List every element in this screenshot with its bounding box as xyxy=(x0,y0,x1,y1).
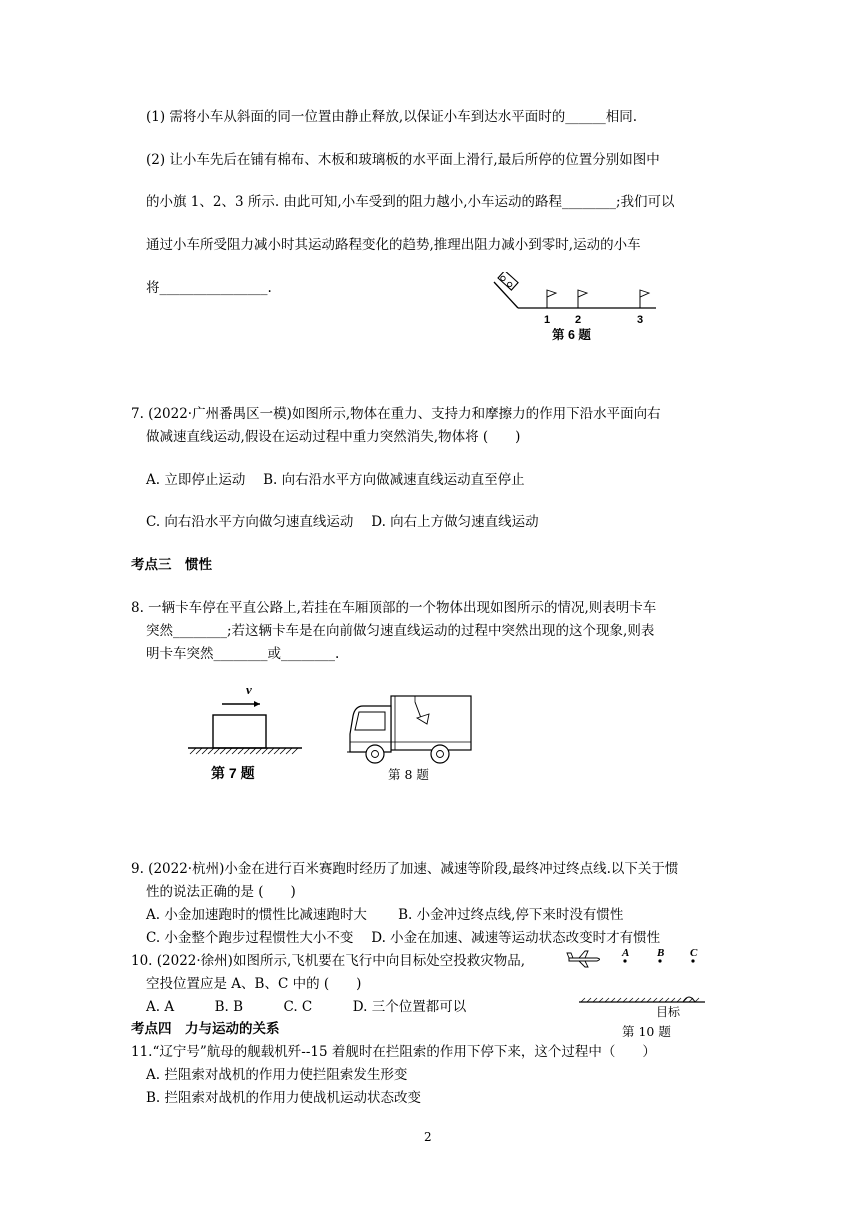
figure-10-airplane-drop xyxy=(565,944,715,1024)
q9-stem-line1: 9. (2022·杭州)小金在进行百米赛跑时经历了加速、减速等阶段,最终冲过终点线.以下关于惯 xyxy=(131,861,679,877)
arrow-right-icon xyxy=(254,701,260,707)
q7-options-ab: A. 立即停止运动 B. 向右沿水平方向做减速直线运动直至停止 xyxy=(146,472,525,488)
q8-stem-line2: 突然________;若这辆卡车是在向前做匀速直线运动的过程中突然出现的这个现象,则表 xyxy=(146,623,655,639)
figure-6-incline-flags xyxy=(488,272,668,332)
q8-stem-line3: 明卡车突然________或________. xyxy=(146,646,340,662)
figure-8-caption: 第 8 题 xyxy=(388,767,429,782)
flag-label-2: 2 xyxy=(575,314,582,326)
figure-10-caption: 第 10 题 xyxy=(622,1024,671,1039)
flag-icon xyxy=(547,290,556,308)
figure-6-caption: 第 6 题 xyxy=(552,328,591,342)
page-number: 2 xyxy=(424,1130,432,1144)
figure-8-truck xyxy=(345,692,475,768)
figure-7-caption: 第 7 题 xyxy=(211,765,255,781)
target-label: 目标 xyxy=(656,1005,681,1019)
q6-part2-line1: (2) 让小车先后在铺有棉布、木板和玻璃板的水平面上滑行,最后所停的位置分别如图中 xyxy=(146,152,660,168)
q6-part1: (1) 需将小车从斜面的同一位置由静止释放,以保证小车到达水平面时的______相同. xyxy=(146,109,637,125)
q9-options-cd: C. 小金整个跑步过程惯性大小不变 D. 小金在加速、减速等运动状态改变时才有惯性 xyxy=(146,930,661,946)
q7-options-cd: C. 向右沿水平方向做匀速直线运动 D. 向右上方做匀速直线运动 xyxy=(146,514,539,530)
q10-stem-line2: 空投位置应是 A、B、C 中的 ( ) xyxy=(146,976,362,992)
velocity-label: v xyxy=(246,682,252,697)
flag-icon xyxy=(640,290,649,308)
q6-part2-line4: 将________________. xyxy=(146,280,272,296)
q6-part2-line3: 通过小车所受阻力减小时其运动路程变化的趋势,推理出阻力减小到零时,运动的小车 xyxy=(146,237,641,253)
q10-options: A. A B. B C. C D. 三个位置都可以 xyxy=(146,999,467,1015)
figure-7-block-on-surface xyxy=(180,680,310,760)
q6-part2-line2: 的小旗 1、2、3 所示. 由此可知,小车受到的阻力越小,小车运动的路程________;我们可以 xyxy=(146,194,675,210)
flag-icon xyxy=(578,290,587,308)
q9-options-ab: A. 小金加速跑时的惯性比减速跑时大 B. 小金冲过终点线,停下来时没有惯性 xyxy=(146,907,624,923)
point-label-b: B xyxy=(657,947,665,959)
section-heading-3: 考点三 惯性 xyxy=(131,557,212,573)
target-icon xyxy=(683,997,695,1002)
q7-stem-line1: 7. (2022·广州番禺区一模)如图所示,物体在重力、支持力和摩擦力的作用下沿水平面向右 xyxy=(131,406,661,422)
q11-option-a: A. 拦阻索对战机的作用力使拦阻索发生形变 xyxy=(146,1067,408,1083)
q8-stem-line1: 8. 一辆卡车停在平直公路上,若挂在车厢顶部的一个物体出现如图所示的情况,则表明卡车 xyxy=(131,600,657,616)
q9-stem-line2: 性的说法正确的是 ( ) xyxy=(146,884,296,900)
q11-stem: 11.“辽宁号”航母的舰载机歼--15 着舰时在拦阻索的作用下停下来，这个过程中（ ） xyxy=(131,1044,656,1060)
section-heading-4: 考点四 力与运动的关系 xyxy=(131,1021,280,1037)
q10-stem-line1: 10. (2022·徐州)如图所示,飞机要在飞行中向目标处空投救灾物品, xyxy=(131,953,526,969)
point-label-c: C xyxy=(690,947,698,959)
q7-stem-line2: 做减速直线运动,假设在运动过程中重力突然消失,物体将 ( ) xyxy=(146,429,521,445)
flag-label-3: 3 xyxy=(637,314,644,326)
airplane-icon xyxy=(567,951,600,967)
point-label-a: A xyxy=(622,947,630,959)
q11-option-b: B. 拦阻索对战机的作用力使战机运动状态改变 xyxy=(146,1090,422,1106)
flag-label-1: 1 xyxy=(544,314,551,326)
